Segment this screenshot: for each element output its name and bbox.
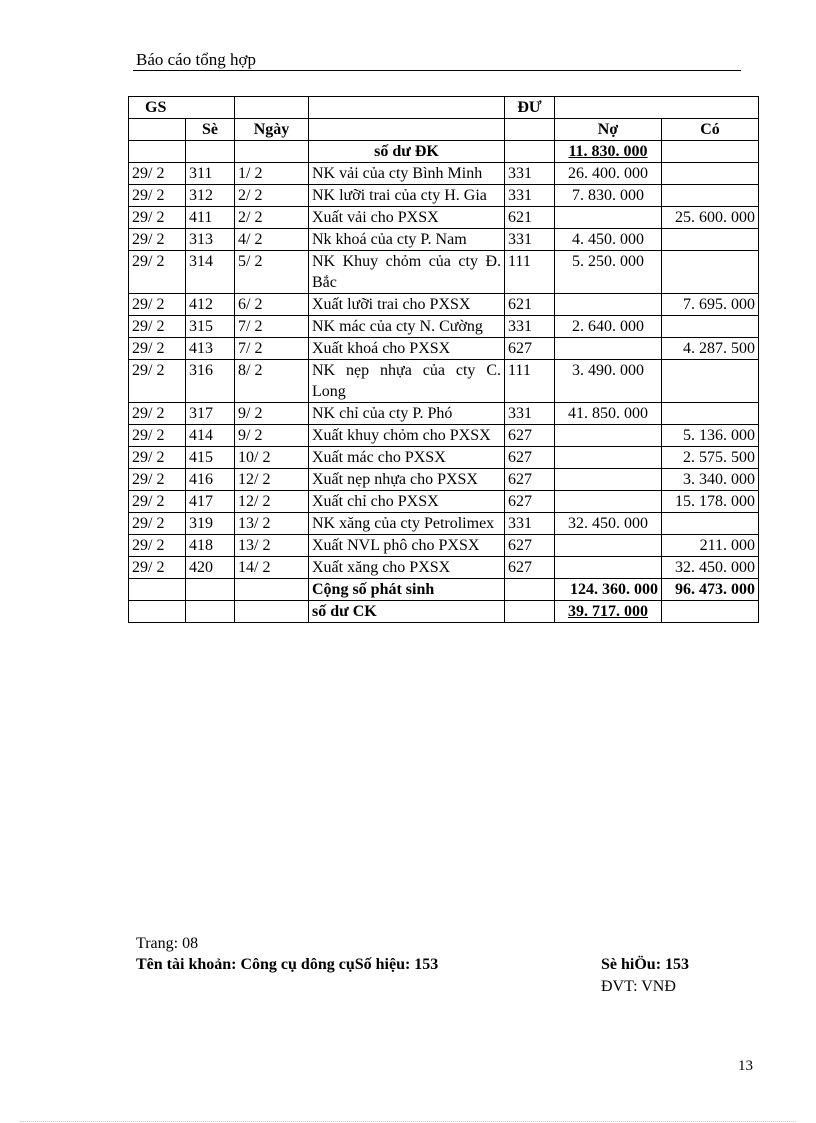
opening-balance-label: số dư ĐK	[309, 141, 505, 163]
cell-ngay: 2/ 2	[235, 207, 309, 229]
cell-ngay: 13/ 2	[235, 513, 309, 535]
cell-empty	[235, 579, 309, 601]
table-row	[129, 557, 759, 579]
cell-no: 26. 400. 000	[555, 163, 662, 185]
opening-balance-no: 11. 830. 000	[555, 141, 662, 163]
header-gs: GS	[129, 97, 235, 119]
cell-description: Xuất xăng cho PXSX	[309, 557, 505, 579]
cell-no: 32. 450. 000	[555, 513, 662, 535]
total-co: 96. 473. 000	[662, 579, 759, 601]
cell-no	[555, 294, 662, 316]
total-no: 124. 360. 000	[555, 579, 662, 601]
header-du: ĐƯ	[505, 97, 555, 119]
table-row	[129, 491, 759, 513]
cell-no	[555, 207, 662, 229]
page-bottom-border	[20, 1121, 796, 1122]
ledger-table	[128, 96, 759, 623]
cell-du: 331	[505, 316, 555, 338]
cell-so: 414	[186, 425, 235, 447]
header-no: Nợ	[555, 119, 662, 141]
cell-ngay: 9/ 2	[235, 403, 309, 425]
cell-description: NK Khuy chỏm của cty Đ. Bắc	[309, 251, 505, 294]
cell-description: Xuất lưỡi trai cho PXSX	[309, 294, 505, 316]
cell-description: Xuất NVL phô cho PXSX	[309, 535, 505, 557]
cell-empty	[505, 601, 555, 623]
cell-gs: 29/ 2	[129, 425, 186, 447]
opening-balance-row	[129, 141, 759, 163]
cell-du: 331	[505, 229, 555, 251]
table-row	[129, 338, 759, 360]
cell-du: 627	[505, 491, 555, 513]
cell-so: 416	[186, 469, 235, 491]
cell-description: NK vải của cty Bình Minh	[309, 163, 505, 185]
cell-no: 4. 450. 000	[555, 229, 662, 251]
cell-du: 627	[505, 338, 555, 360]
closing-balance-no: 39. 717. 000	[555, 601, 662, 623]
cell-no: 41. 850. 000	[555, 403, 662, 425]
cell-so: 316	[186, 360, 235, 403]
cell-empty	[186, 601, 235, 623]
cell-so: 317	[186, 403, 235, 425]
cell-ngay: 14/ 2	[235, 557, 309, 579]
cell-co	[662, 403, 759, 425]
closing-balance-row	[129, 601, 759, 623]
cell-ngay: 13/ 2	[235, 535, 309, 557]
cell-ngay: 5/ 2	[235, 251, 309, 294]
header-row-1	[129, 97, 759, 119]
closing-balance-label: số dư CK	[309, 601, 505, 623]
cell-co: 3. 340. 000	[662, 469, 759, 491]
table-row	[129, 316, 759, 338]
cell-gs: 29/ 2	[129, 513, 186, 535]
cell-description: NK xăng của cty Petrolimex	[309, 513, 505, 535]
cell-co	[662, 316, 759, 338]
cell-du: 621	[505, 294, 555, 316]
cell-empty	[186, 579, 235, 601]
cell-no: 7. 830. 000	[555, 185, 662, 207]
cell-empty	[235, 601, 309, 623]
cell-gs: 29/ 2	[129, 316, 186, 338]
table-row	[129, 360, 759, 403]
cell-empty	[662, 601, 759, 623]
cell-ngay: 12/ 2	[235, 491, 309, 513]
cell-empty	[129, 601, 186, 623]
table-row	[129, 163, 759, 185]
cell-no: 3. 490. 000	[555, 360, 662, 403]
cell-co	[662, 251, 759, 294]
cell-gs: 29/ 2	[129, 535, 186, 557]
cell-ngay: 12/ 2	[235, 469, 309, 491]
footer-account-number: Sè hiÖu: 153	[601, 956, 690, 973]
cell-gs: 29/ 2	[129, 469, 186, 491]
cell-gs: 29/ 2	[129, 185, 186, 207]
cell-so: 420	[186, 557, 235, 579]
cell-no: 5. 250. 000	[555, 251, 662, 294]
cell-co	[662, 185, 759, 207]
cell-so: 319	[186, 513, 235, 535]
page-header-title: Báo cáo tổng hợp	[136, 50, 256, 69]
cell-no	[555, 535, 662, 557]
cell-co: 7. 695. 000	[662, 294, 759, 316]
cell-description: NK nẹp nhựa của cty C. Long	[309, 360, 505, 403]
cell-du: 621	[505, 207, 555, 229]
header-so: Sè	[186, 119, 235, 141]
table-row	[129, 207, 759, 229]
cell-co: 15. 178. 000	[662, 491, 759, 513]
cell-gs: 29/ 2	[129, 294, 186, 316]
cell-gs: 29/ 2	[129, 403, 186, 425]
cell-co: 32. 450. 000	[662, 557, 759, 579]
cell-description: Xuất vải cho PXSX	[309, 207, 505, 229]
table-row	[129, 535, 759, 557]
cell-du: 331	[505, 403, 555, 425]
cell-gs: 29/ 2	[129, 251, 186, 294]
cell-ngay: 8/ 2	[235, 360, 309, 403]
footer-account-name: Tên tài khoản: Công cụ dông cụSố hiệu: 153	[136, 956, 439, 973]
total-label: Cộng số phát sinh	[309, 579, 505, 601]
header-row-2	[129, 119, 759, 141]
cell-du: 627	[505, 447, 555, 469]
cell-co: 5. 136. 000	[662, 425, 759, 447]
cell-description: Xuất mác cho PXSX	[309, 447, 505, 469]
cell-description: NK chỉ của cty P. Phó	[309, 403, 505, 425]
table-row	[129, 229, 759, 251]
cell-du: 331	[505, 163, 555, 185]
cell-no	[555, 447, 662, 469]
cell-so: 412	[186, 294, 235, 316]
cell-gs: 29/ 2	[129, 338, 186, 360]
cell-du: 627	[505, 535, 555, 557]
cell-co: 211. 000	[662, 535, 759, 557]
cell-gs: 29/ 2	[129, 163, 186, 185]
cell-no	[555, 557, 662, 579]
cell-du: 111	[505, 360, 555, 403]
cell-no	[555, 469, 662, 491]
footer-unit: ĐVT: VNĐ	[601, 978, 676, 995]
cell-co: 4. 287. 500	[662, 338, 759, 360]
cell-co	[662, 163, 759, 185]
cell-so: 411	[186, 207, 235, 229]
cell-gs: 29/ 2	[129, 447, 186, 469]
total-row	[129, 579, 759, 601]
header-co: Có	[662, 119, 759, 141]
cell-no	[555, 425, 662, 447]
cell-description: Xuất khoá cho PXSX	[309, 338, 505, 360]
cell-co	[662, 360, 759, 403]
cell-ngay: 9/ 2	[235, 425, 309, 447]
cell-du: 627	[505, 425, 555, 447]
cell-du: 111	[505, 251, 555, 294]
cell-so: 314	[186, 251, 235, 294]
table-row	[129, 447, 759, 469]
cell-du: 331	[505, 185, 555, 207]
cell-so: 313	[186, 229, 235, 251]
cell-empty	[505, 579, 555, 601]
cell-description: Xuất nẹp nhựa cho PXSX	[309, 469, 505, 491]
cell-so: 311	[186, 163, 235, 185]
cell-co: 25. 600. 000	[662, 207, 759, 229]
cell-ngay: 6/ 2	[235, 294, 309, 316]
header-rule	[133, 70, 741, 71]
cell-ngay: 7/ 2	[235, 338, 309, 360]
cell-du: 627	[505, 557, 555, 579]
cell-gs: 29/ 2	[129, 491, 186, 513]
cell-so: 418	[186, 535, 235, 557]
cell-so: 417	[186, 491, 235, 513]
cell-no: 2. 640. 000	[555, 316, 662, 338]
cell-no	[555, 338, 662, 360]
table-row	[129, 469, 759, 491]
cell-no	[555, 491, 662, 513]
cell-description: Nk khoá của cty P. Nam	[309, 229, 505, 251]
table-row	[129, 513, 759, 535]
table-row	[129, 251, 759, 294]
cell-gs: 29/ 2	[129, 360, 186, 403]
cell-gs: 29/ 2	[129, 229, 186, 251]
table-row	[129, 294, 759, 316]
footer-trang: Trang: 08	[136, 935, 199, 952]
cell-co	[662, 229, 759, 251]
cell-description: Xuất chỉ cho PXSX	[309, 491, 505, 513]
table-row	[129, 425, 759, 447]
cell-co: 2. 575. 500	[662, 447, 759, 469]
cell-ngay: 4/ 2	[235, 229, 309, 251]
cell-description: Xuất khuy chỏm cho PXSX	[309, 425, 505, 447]
cell-ngay: 10/ 2	[235, 447, 309, 469]
cell-description: NK mác của cty N. Cường	[309, 316, 505, 338]
cell-ngay: 2/ 2	[235, 185, 309, 207]
cell-du: 627	[505, 469, 555, 491]
cell-gs: 29/ 2	[129, 207, 186, 229]
table-row	[129, 403, 759, 425]
cell-so: 315	[186, 316, 235, 338]
cell-du: 331	[505, 513, 555, 535]
page-number: 13	[738, 1058, 753, 1074]
header-ngay: Ngày	[235, 119, 309, 141]
cell-description: NK lưỡi trai của cty H. Gia	[309, 185, 505, 207]
cell-co	[662, 513, 759, 535]
cell-so: 415	[186, 447, 235, 469]
cell-so: 312	[186, 185, 235, 207]
table-row	[129, 185, 759, 207]
cell-ngay: 7/ 2	[235, 316, 309, 338]
cell-gs: 29/ 2	[129, 557, 186, 579]
cell-empty	[129, 579, 186, 601]
cell-so: 413	[186, 338, 235, 360]
cell-ngay: 1/ 2	[235, 163, 309, 185]
